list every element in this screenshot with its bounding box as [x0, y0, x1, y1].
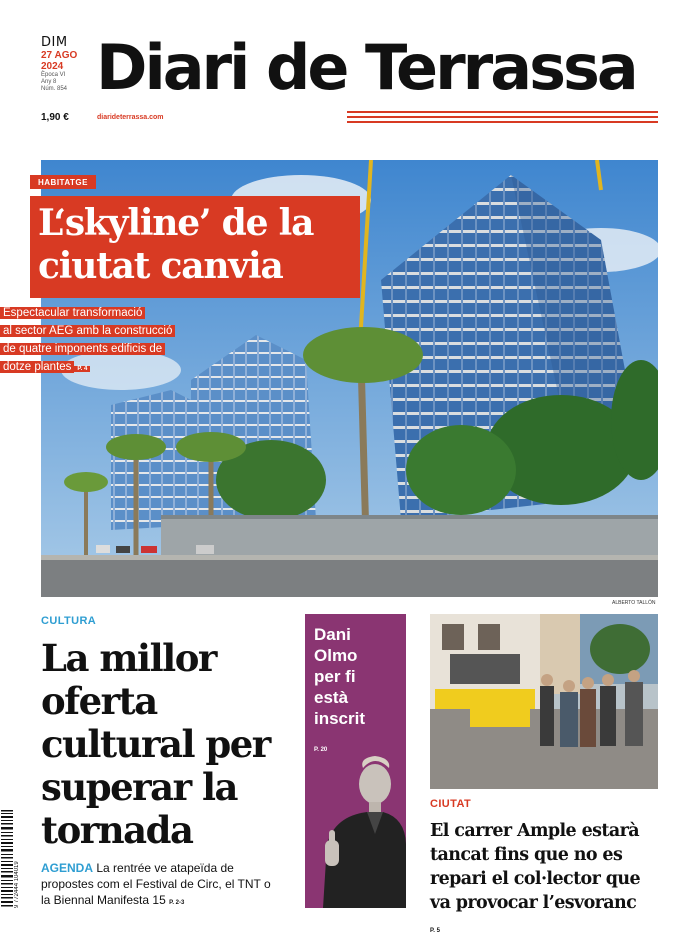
player-photo	[305, 744, 406, 908]
sport-teaser[interactable]	[305, 614, 406, 908]
logo-rules	[347, 111, 658, 126]
cultura-headline-line: superar la	[41, 765, 238, 809]
hero-subhead-line: al sector AEG amb la construcció	[0, 325, 175, 337]
barcode-digits: 9 772444 104019	[14, 861, 20, 908]
sport-headline-line: per fi	[314, 667, 356, 686]
site-url[interactable]: diarideterrassa.com	[97, 114, 164, 121]
ciutat-headline-last: va provocar l’esvoranc	[430, 893, 637, 913]
section-tag-ciutat[interactable]: CIUTAT	[430, 798, 472, 810]
issue-year: 2024	[41, 61, 64, 72]
edition-info	[41, 36, 101, 93]
sport-headline-line: Dani	[314, 625, 351, 644]
ciutat-headline-line: repari el col·lector que	[430, 869, 641, 889]
agenda-label: AGENDA	[41, 861, 94, 875]
section-tag-cultura[interactable]: CULTURA	[41, 615, 97, 627]
ciutat-headline[interactable]	[430, 819, 662, 943]
ciutat-page-ref: P. 5	[430, 928, 440, 934]
hero-subhead-line: dotze plantes	[0, 361, 74, 373]
agenda-summary	[41, 860, 281, 911]
cultura-headline-line: tornada	[41, 808, 193, 852]
ciutat-headline-line: El carrer Ample estarà	[430, 821, 639, 841]
hero-page-ref: P. 4	[74, 366, 90, 372]
newspaper-logo: Diari de Terrassa	[96, 31, 636, 104]
edition-epoch: Època VI	[41, 72, 66, 78]
cover-price: 1,90 €	[41, 112, 69, 123]
hero-headline-line: L‘skyline’ de la	[38, 202, 314, 244]
cultura-page-ref: P. 2-3	[169, 900, 185, 906]
sport-headline-line: inscrit	[314, 709, 366, 728]
sport-page-ref: P. 20	[314, 747, 328, 753]
cultura-headline-line: cultural per	[41, 722, 270, 766]
section-tag-habitatge[interactable]: HABITATGE	[30, 175, 96, 189]
issue-day: DIM	[41, 35, 68, 50]
sport-headline-line: Olmo	[314, 646, 358, 665]
photo-credit: ALBERTO TALLÓN	[612, 600, 656, 606]
ciutat-headline-line: tancat fins que no es	[430, 845, 623, 865]
hero-subhead-line: de quatre imponents edificis de	[0, 343, 165, 355]
sport-headline-line: està	[314, 688, 349, 707]
cultura-headline[interactable]	[41, 637, 291, 852]
street-photo	[430, 614, 658, 789]
cultura-headline-line: oferta	[41, 679, 157, 723]
agenda-text: La rentrée ve atapeïda de propostes com el Festival de Circ, el TNT o la Biennal Manifesta 15	[41, 861, 271, 907]
sport-headline	[314, 624, 365, 729]
hero-subhead-line: Espectacular transformació	[0, 307, 145, 319]
hero-headline[interactable]	[30, 196, 360, 298]
hero-headline-line: ciutat canvia	[38, 245, 283, 287]
edition-number: Núm. 854	[41, 86, 68, 92]
hero-subhead	[0, 303, 205, 377]
edition-year: Any 8	[41, 79, 57, 85]
ciutat-headline-line	[430, 891, 662, 943]
street-scene-illustration	[430, 614, 658, 789]
barcode	[0, 808, 14, 908]
cultura-headline-line: La millor	[41, 636, 216, 680]
issue-date: 27 AGO	[41, 50, 78, 61]
